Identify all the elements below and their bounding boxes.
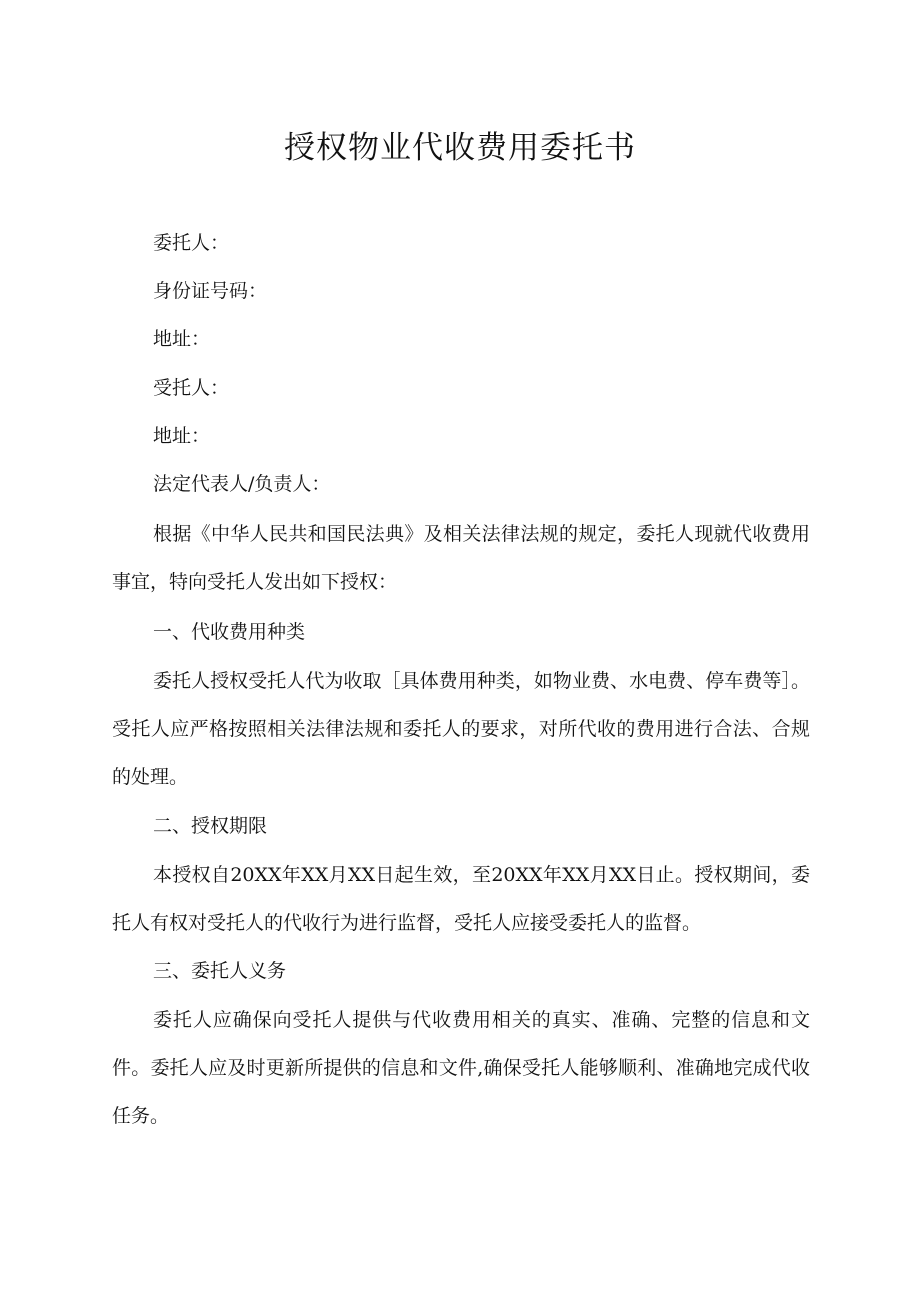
field-agent-address: 地址：: [153, 425, 211, 447]
field-principal: 委托人：: [153, 232, 230, 254]
section-body-term: 本授权自20XX年XX月XX日起生效，至20XX年XX月XX日止。授权期间，委托人有权对受托人的代收行为进行监督，受托人应接受委托人的监督。: [112, 864, 810, 934]
section-heading-fee-types: 一、代收费用种类: [153, 621, 306, 643]
document-title: 授权物业代收费用委托书: [284, 130, 636, 166]
field-agent: 受托人：: [153, 377, 230, 399]
section-body-fee-types: 委托人授权受托人代为收取［具体费用种类，如物业费、水电费、停车费等］。受托人应严格按照相关法律法规和委托人的要求，对所代收的费用进行合法、合规的处理。: [112, 670, 810, 788]
section-heading-principal-duties: 三、委托人义务: [153, 960, 287, 982]
section-heading-term: 二、授权期限: [153, 815, 268, 837]
field-legal-representative: 法定代表人/负责人：: [153, 473, 331, 495]
field-principal-address: 地址：: [153, 328, 211, 350]
field-id-number: 身份证号码：: [153, 280, 268, 302]
intro-paragraph: 根据《中华人民共和国民法典》及相关法律法规的规定，委托人现就代收费用事宜，特向受托人发出如下授权：: [112, 523, 810, 593]
section-body-principal-duties: 委托人应确保向受托人提供与代收费用相关的真实、准确、完整的信息和文件。委托人应及时更新所提供的信息和文件,确保受托人能够顺利、准确地完成代收任务。: [112, 1009, 810, 1127]
